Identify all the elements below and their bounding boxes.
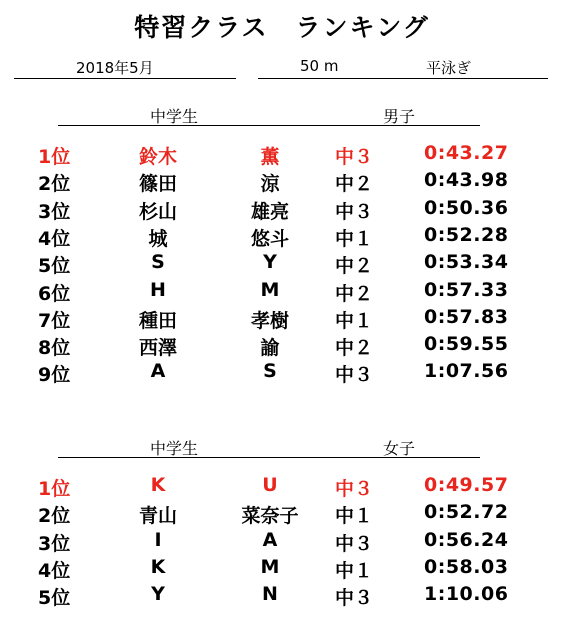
last-name-cell: K	[150, 555, 166, 578]
table-row	[0, 251, 564, 278]
rank-cell: 7位	[38, 309, 71, 332]
grade-cell: 中３	[335, 364, 374, 387]
time-cell: 0:50.36	[424, 196, 509, 219]
last-name-cell: 鈴木	[138, 146, 177, 168]
rank-cell: 8位	[38, 337, 71, 360]
table-row	[0, 279, 564, 306]
rank-cell: 2位	[38, 505, 71, 528]
first-name-cell: S	[263, 360, 277, 383]
first-name-cell: M	[260, 278, 280, 301]
time-cell: 0:59.55	[424, 333, 509, 356]
last-name-cell: 青山	[138, 505, 177, 528]
table-row	[0, 224, 564, 251]
rank-cell: 9位	[38, 364, 71, 387]
table-row	[0, 306, 564, 333]
section-school-label: 中学生	[150, 439, 199, 458]
time-cell: 0:43.27	[424, 142, 509, 164]
first-name-cell: A	[262, 528, 278, 551]
table-row	[0, 583, 564, 610]
rank-cell: 3位	[38, 200, 71, 223]
table-row	[0, 197, 564, 224]
table-row	[0, 360, 564, 387]
time-cell: 0:57.33	[424, 278, 509, 301]
table-row	[0, 474, 564, 501]
rank-cell: 6位	[38, 282, 71, 305]
first-name-cell: Y	[263, 251, 277, 274]
last-name-cell: 城	[148, 227, 168, 250]
first-name-cell: 悠斗	[250, 227, 289, 250]
rank-cell: 1位	[38, 146, 71, 168]
rank-cell: 5位	[38, 587, 71, 610]
last-name-cell: S	[151, 251, 165, 274]
rank-cell: 3位	[38, 532, 71, 555]
first-name-cell: 菜奈子	[241, 505, 299, 528]
time-cell: 0:49.57	[424, 474, 509, 496]
grade-cell: 中３	[335, 478, 374, 500]
rank-cell: 1位	[38, 478, 71, 500]
table-row	[0, 529, 564, 556]
grade-cell: 中２	[335, 282, 374, 305]
section-underline	[58, 457, 480, 458]
date-label: 2018年5月	[76, 59, 154, 77]
last-name-cell: H	[150, 278, 166, 301]
last-name-cell: 種田	[138, 309, 177, 332]
time-cell: 0:52.28	[424, 223, 509, 246]
table-row	[0, 169, 564, 196]
last-name-cell: I	[154, 528, 162, 551]
last-name-cell: 西澤	[138, 337, 177, 360]
rank-cell: 5位	[38, 255, 71, 278]
first-name-cell: U	[262, 474, 278, 496]
time-cell: 0:43.98	[424, 169, 509, 192]
first-name-cell: 薫	[260, 146, 280, 168]
header-underline-date	[14, 78, 236, 79]
grade-cell: 中１	[335, 505, 374, 528]
grade-cell: 中３	[335, 200, 374, 223]
time-cell: 0:53.34	[424, 251, 509, 274]
first-name-cell: M	[260, 555, 280, 578]
table-row	[0, 501, 564, 528]
last-name-cell: 篠田	[138, 173, 177, 196]
first-name-cell: 涼	[260, 173, 280, 196]
section-underline	[58, 125, 480, 126]
rank-cell: 4位	[38, 227, 71, 250]
time-cell: 0:56.24	[424, 528, 509, 551]
grade-cell: 中３	[335, 532, 374, 555]
section-gender-label: 男子	[383, 107, 416, 126]
last-name-cell: K	[150, 474, 166, 496]
grade-cell: 中１	[335, 309, 374, 332]
grade-cell: 中２	[335, 173, 374, 196]
time-cell: 0:58.03	[424, 555, 509, 578]
last-name-cell: 杉山	[138, 200, 177, 223]
grade-cell: 中２	[335, 255, 374, 278]
grade-cell: 中３	[335, 587, 374, 610]
grade-cell: 中２	[335, 337, 374, 360]
first-name-cell: 雄亮	[250, 200, 289, 223]
time-cell: 0:57.83	[424, 305, 509, 328]
page-title: 特習クラス ランキング	[134, 13, 430, 42]
rank-cell: 2位	[38, 173, 71, 196]
last-name-cell: A	[150, 360, 166, 383]
time-cell: 1:10.06	[424, 583, 509, 606]
distance-label: 50 m	[300, 57, 339, 75]
table-row	[0, 556, 564, 583]
section-gender-label: 女子	[383, 439, 416, 458]
first-name-cell: 孝樹	[250, 309, 289, 332]
header-underline-event	[258, 78, 548, 79]
rank-cell: 4位	[38, 559, 71, 582]
time-cell: 1:07.56	[424, 360, 509, 383]
grade-cell: 中１	[335, 227, 374, 250]
stroke-label: 平泳ぎ	[426, 59, 472, 77]
first-name-cell: N	[262, 583, 278, 606]
section-school-label: 中学生	[150, 107, 199, 126]
first-name-cell: 諭	[260, 337, 280, 360]
table-row	[0, 333, 564, 360]
time-cell: 0:52.72	[424, 501, 509, 524]
last-name-cell: Y	[151, 583, 165, 606]
grade-cell: 中３	[335, 146, 374, 168]
grade-cell: 中１	[335, 559, 374, 582]
table-row	[0, 142, 564, 169]
